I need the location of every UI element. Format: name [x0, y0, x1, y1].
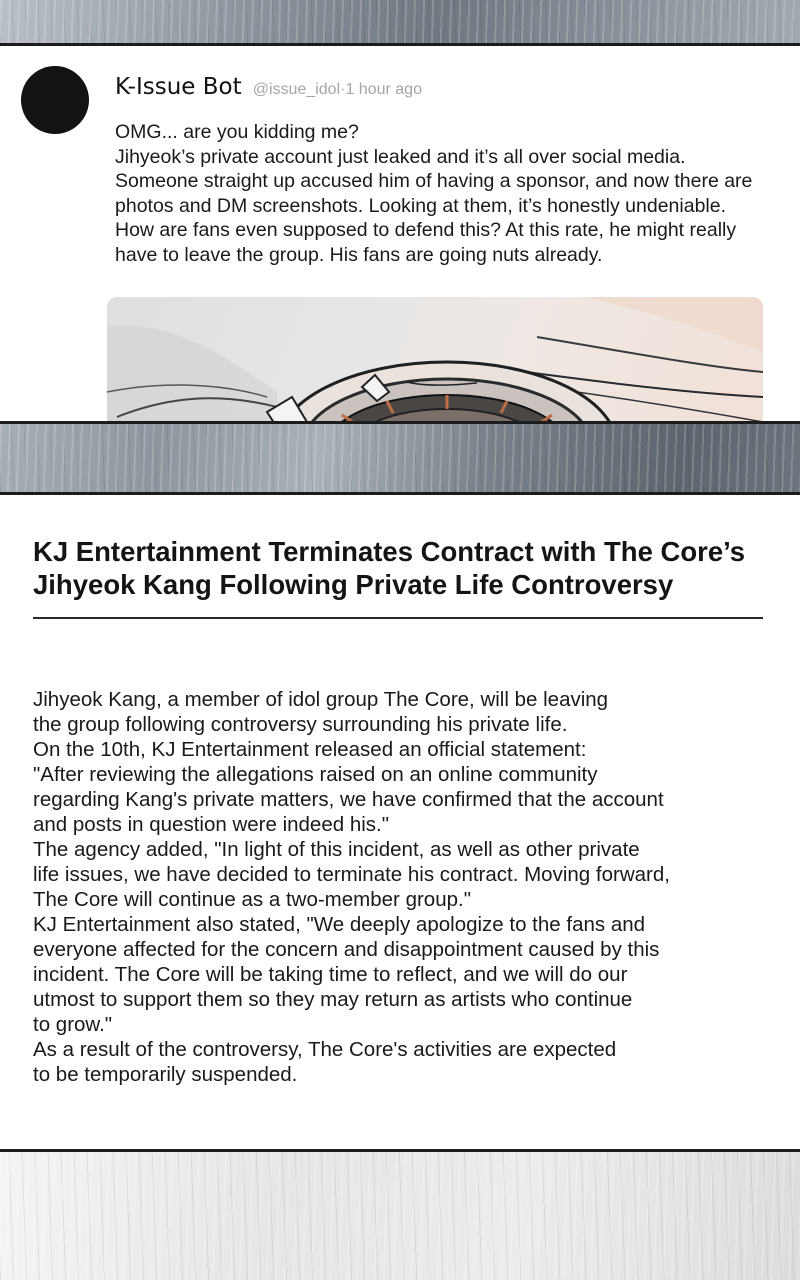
- body-line: On the 10th, KJ Entertainment released an official statement:: [33, 738, 587, 761]
- body-line: everyone affected for the concern and disappointment caused by this: [33, 938, 660, 961]
- body-line: life issues, we have decided to terminate his contract. Moving forward,: [33, 863, 670, 886]
- post-line: have to leave the group. His fans are going nuts already.: [115, 243, 603, 266]
- wristwatch-icon: [107, 297, 763, 424]
- user-handle[interactable]: @issue_idol: [252, 81, 341, 98]
- headline-line: KJ Entertainment Terminates Contract with The Core’s: [33, 536, 746, 567]
- headline-divider: [33, 617, 763, 619]
- headline-line: Jihyeok Kang Following Private Life Controversy: [33, 569, 674, 600]
- news-article-panel: [0, 492, 800, 1152]
- background-strip-middle: [0, 424, 800, 493]
- avatar[interactable]: [21, 66, 89, 134]
- post-time: 1 hour ago: [345, 81, 422, 98]
- background-strip-top: [0, 0, 800, 43]
- post-line: OMG... are you kidding me?: [115, 121, 359, 143]
- post-line: How are fans even supposed to defend this? At this rate, he might really: [115, 219, 737, 241]
- body-line: the group following controversy surrounding his private life.: [33, 713, 568, 736]
- post-line: photos and DM screenshots. Looking at them, it’s honestly undeniable.: [115, 194, 727, 217]
- body-line: regarding Kang's private matters, we have confirmed that the account: [33, 788, 664, 811]
- post-meta: [253, 81, 422, 98]
- body-line: Jihyeok Kang, a member of idol group The Core, will be leaving: [33, 688, 609, 711]
- meta-separator: ·: [340, 81, 346, 98]
- article-body: [33, 687, 773, 1087]
- post-line: Someone straight up accused him of having a sponsor, and now there are: [115, 170, 753, 192]
- post-line: Jihyeok’s private account just leaked and it’s all over social media.: [115, 145, 686, 168]
- body-line: incident. The Core will be taking time to reflect, and we will do our: [33, 963, 628, 986]
- post-text: [115, 120, 785, 267]
- display-name[interactable]: K-Issue Bot: [115, 74, 242, 100]
- article-headline: [33, 535, 773, 601]
- social-post-panel: [0, 43, 800, 424]
- body-line: to grow.": [33, 1013, 113, 1036]
- body-line: The Core will continue as a two-member group.": [33, 888, 471, 911]
- post-header: [115, 74, 422, 100]
- body-line: As a result of the controversy, The Core's activities are expected: [33, 1038, 617, 1061]
- body-line: "After reviewing the allegations raised on an online community: [33, 763, 598, 786]
- body-line: The agency added, "In light of this incident, as well as other private: [33, 838, 640, 861]
- body-line: KJ Entertainment also stated, "We deeply apologize to the fans and: [33, 913, 646, 936]
- background-strip-bottom: [0, 1152, 800, 1280]
- body-line: to be temporarily suspended.: [33, 1063, 298, 1086]
- body-line: and posts in question were indeed his.": [33, 813, 390, 836]
- post-image[interactable]: [107, 297, 763, 424]
- body-line: utmost to support them so they may return as artists who continue: [33, 988, 633, 1011]
